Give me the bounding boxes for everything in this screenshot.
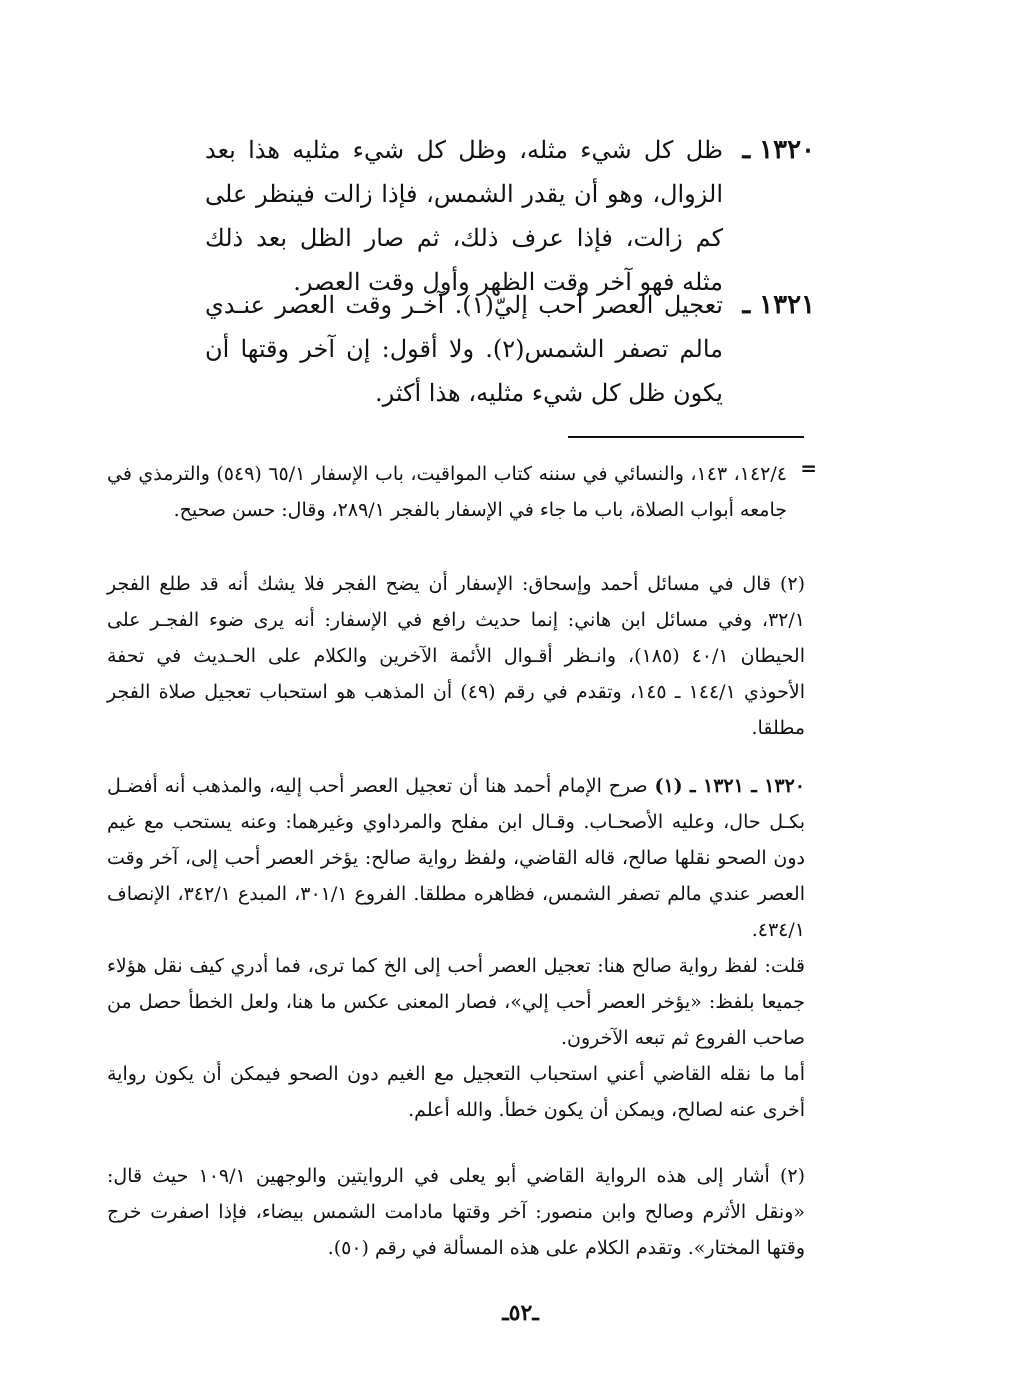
page-number-text: ـ٥٢ـ bbox=[502, 1300, 539, 1326]
footnote-1320-1321 bbox=[107, 768, 805, 1128]
footnote-lead: ١٣٢٠ ـ ١٣٢١ ـ (١) bbox=[654, 775, 805, 797]
footnote-paragraph: قلت: لفظ رواية صالح هنا: تعجيل العصر أحب إلى الخ كما ترى، فما أدري كيف نقل هؤلاء جميعا بلفظ: «يؤخر العصر أحب إلي»، فصار المعنى عكس ما هنا، ولعل الخطأ حصل من صاحب الفروع ثم تبعه الآخرون. bbox=[107, 955, 805, 1049]
issue-text: ظل كل شيء مثله، وظل كل شيء مثليه هذا بعد الزوال، وهو أن يقدر الشمس، فإذا زالت فينظر على كم زالت، فإذا عرف ذلك، ثم صار الظل بعد ذلك مثله فهو آخر وقت الظهر وأول وقت العصر. bbox=[205, 136, 723, 296]
footnote-text: صرح الإمام أحمد هنا أن تعجيل العصر أحب إليه، والمذهب أنه أفضـل بكـل حال، وعليه الأصحـاب. وقـال ابن مفلح والمرداوي وغيرهما: وعنه يستحب مع غيم دون الصحو نقلها صالح، قاله القاضي، ولفظ رواية صالح: يؤخر العصر أحب إلى، آخر وقت العصر عندي مالم تصفر الشمس، فظاهره مطلقا. الفروع ٣٠١/١، المبدع ٣٤٢/١، الإنصاف ٤٣٤/١. bbox=[107, 775, 805, 941]
footnote-paragraph: أما ما نقله القاضي أعني استحباب التعجيل مع الغيم دون الصحو فيمكن أن يكون رواية أخرى عنه لصالح، ويمكن أن يكون خطأ. والله أعلم. bbox=[107, 1063, 805, 1121]
issue-number: ١٣٢٠ ـ bbox=[742, 135, 815, 165]
footnote-text: ١٤٢/٤، ١٤٣، والنسائي في سننه كتاب المواقيت، باب الإسفار ٦٥/١ (٥٤٩) والترمذي في جامعه أبواب الصلاة، باب ما جاء في الإسفار بالفجر ٢٨٩/١، وقال: حسن صحيح. bbox=[107, 463, 787, 521]
footnote-continuation bbox=[107, 456, 787, 528]
footnote-paragraph bbox=[107, 768, 805, 948]
issue-1321 bbox=[205, 283, 815, 415]
issue-number: ١٣٢١ ـ bbox=[742, 290, 815, 320]
page-number bbox=[0, 1300, 1015, 1326]
footnote-separator bbox=[568, 436, 804, 438]
issue-text: تعجيل العصر أحب إليّ(١). آخـر وقت العصر عنـدي مالم تصفر الشمس(٢). ولا أقول: إن آخر وقتها أن يكون ظل كل شيء مثليه، هذا أكثر. bbox=[205, 291, 723, 407]
continuation-mark: = bbox=[800, 456, 817, 480]
footnote-2-asr bbox=[107, 1158, 805, 1266]
footnote-2-fajr bbox=[107, 566, 805, 746]
footnote-text: (٢) أشار إلى هذه الرواية القاضي أبو يعلى في الروايتين والوجهين ١٠٩/١ حيث قال: «ونقل الأثرم وصالح وابن منصور: آخر وقتها مادامت الشمس بيضاء، فإذا اصفرت خرج وقتها المختار». وتقدم الكلام على هذه المسألة في رقم (٥٠). bbox=[107, 1165, 805, 1259]
footnote-text: (٢) قال في مسائل أحمد وإسحاق: الإسفار أن يضح الفجر فلا يشك أنه قد طلع الفجر ٣٢/١، وفي مسائل ابن هاني: إنما حديث رافع في الإسفار: أنه يرى ضوء الفجـر على الحيطان ٤٠/١ (١٨٥)، وانـظر أقـوال الأئمة الآخرين والكلام على الحـديث في تحفة الأحوذي ١٤٤/١ ـ ١٤٥، وتقدم في رقم (٤٩) أن المذهب هو استحباب تعجيل صلاة الفجر مطلقا. bbox=[107, 573, 805, 739]
issue-1320 bbox=[205, 128, 815, 304]
